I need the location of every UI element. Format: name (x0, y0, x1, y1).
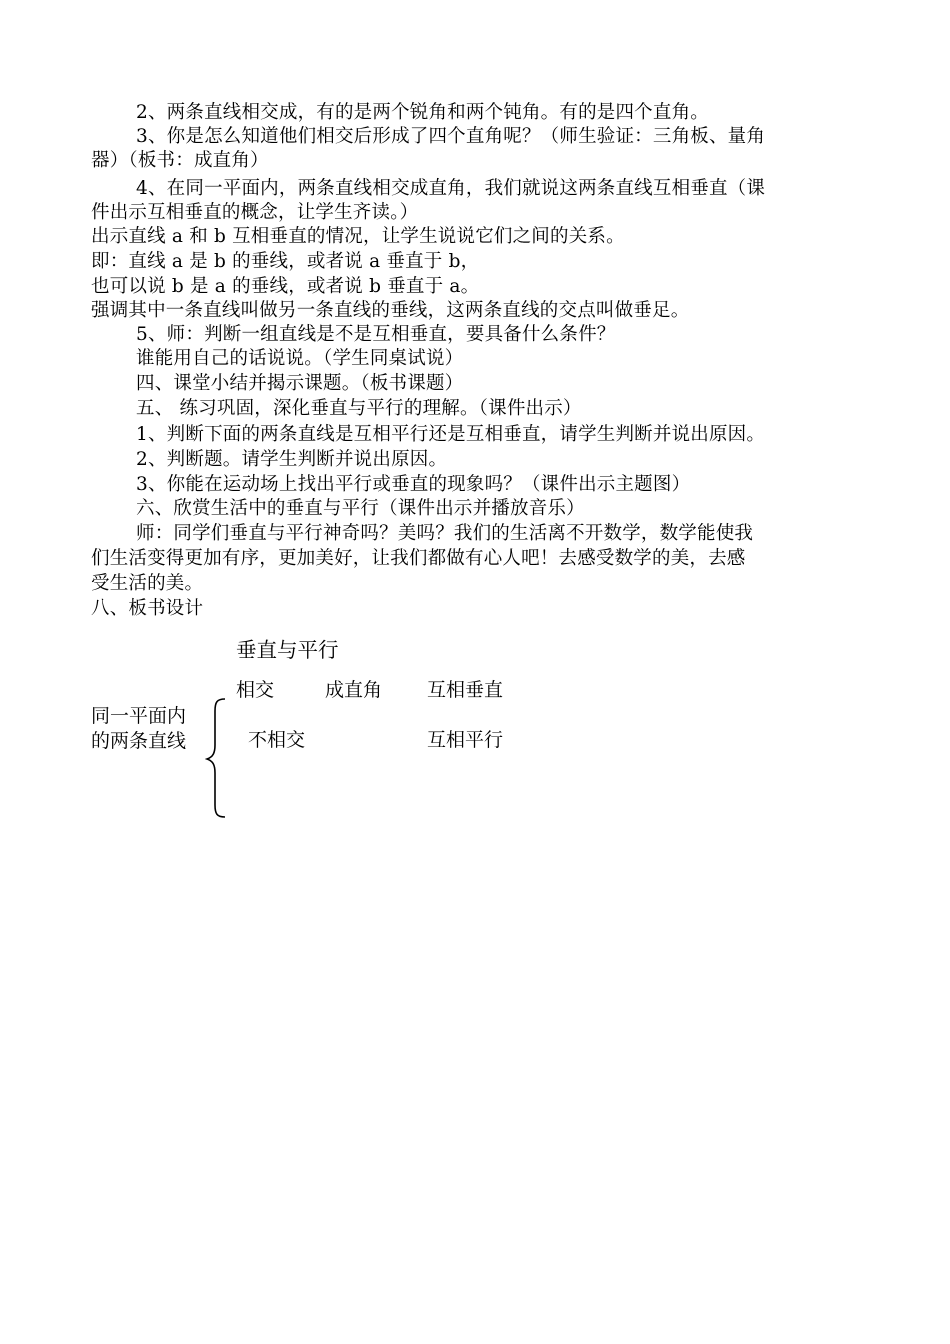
paragraph-line: 们生活变得更加有序，更加美好，让我们都做有心人吧！去感受数学的美，去感 (91, 548, 746, 569)
paragraph-line: 3、你能在运动场上找出平行或垂直的现象吗？（课件出示主题图） (136, 474, 691, 495)
paragraph-line: 强调其中一条直线叫做另一条直线的垂线，这两条直线的交点叫做垂足。 (91, 300, 690, 321)
paragraph-line: 即：直线 a 是 b 的垂线，或者说 a 垂直于 b， (91, 251, 480, 272)
paragraph-line: 件出示互相垂直的概念，让学生齐读。） (91, 202, 419, 223)
board-not-intersect: 不相交 (248, 729, 306, 751)
paragraph-line: 1、判断下面的两条直线是互相平行还是互相垂直，请学生判断并说出原因。 (136, 424, 766, 445)
curly-brace-icon (205, 697, 229, 819)
paragraph-line: 4、在同一平面内，两条直线相交成直角，我们就说这两条直线互相垂直（课 (136, 178, 766, 199)
board-left-line2: 的两条直线 (91, 730, 187, 752)
paragraph-line: 六、欣赏生活中的垂直与平行（课件出示并播放音乐） (136, 498, 585, 519)
paragraph-line: 5、师：判断一组直线是不是互相垂直，要具备什么条件？ (136, 324, 616, 345)
paragraph-line: 器）（板书：成直角） (91, 150, 269, 171)
board-right-angle: 成直角 (325, 679, 383, 701)
paragraph-line: 出示直线 a 和 b 互相垂直的情况，让学生说说它们之间的关系。 (91, 226, 625, 247)
paragraph-line: 四、课堂小结并揭示课题。（板书课题） (136, 373, 464, 394)
board-perpendicular: 互相垂直 (427, 679, 504, 701)
section-heading: 八、板书设计 (91, 598, 204, 619)
paragraph-line: 也可以说 b 是 a 的垂线，或者说 b 垂直于 a。 (91, 276, 480, 297)
board-parallel: 互相平行 (427, 729, 504, 751)
board-left-line1: 同一平面内 (91, 705, 187, 727)
paragraph-line: 2、判断题。请学生判断并说出原因。 (136, 449, 448, 470)
board-intersect: 相交 (236, 679, 275, 701)
paragraph-line: 2、两条直线相交成，有的是两个锐角和两个钝角。有的是四个直角。 (136, 102, 709, 123)
paragraph-line: 五、 练习巩固，深化垂直与平行的理解。（课件出示） (136, 398, 582, 419)
paragraph-line: 谁能用自己的话说说。（学生同桌试说） (136, 348, 464, 369)
paragraph-line: 师：同学们垂直与平行神奇吗？美吗？我们的生活离不开数学，数学能使我 (136, 523, 754, 544)
board-title: 垂直与平行 (236, 638, 339, 662)
paragraph-line: 3、你是怎么知道他们相交后形成了四个直角呢？（师生验证：三角板、量角 (136, 126, 766, 147)
paragraph-line: 受生活的美。 (91, 573, 204, 594)
